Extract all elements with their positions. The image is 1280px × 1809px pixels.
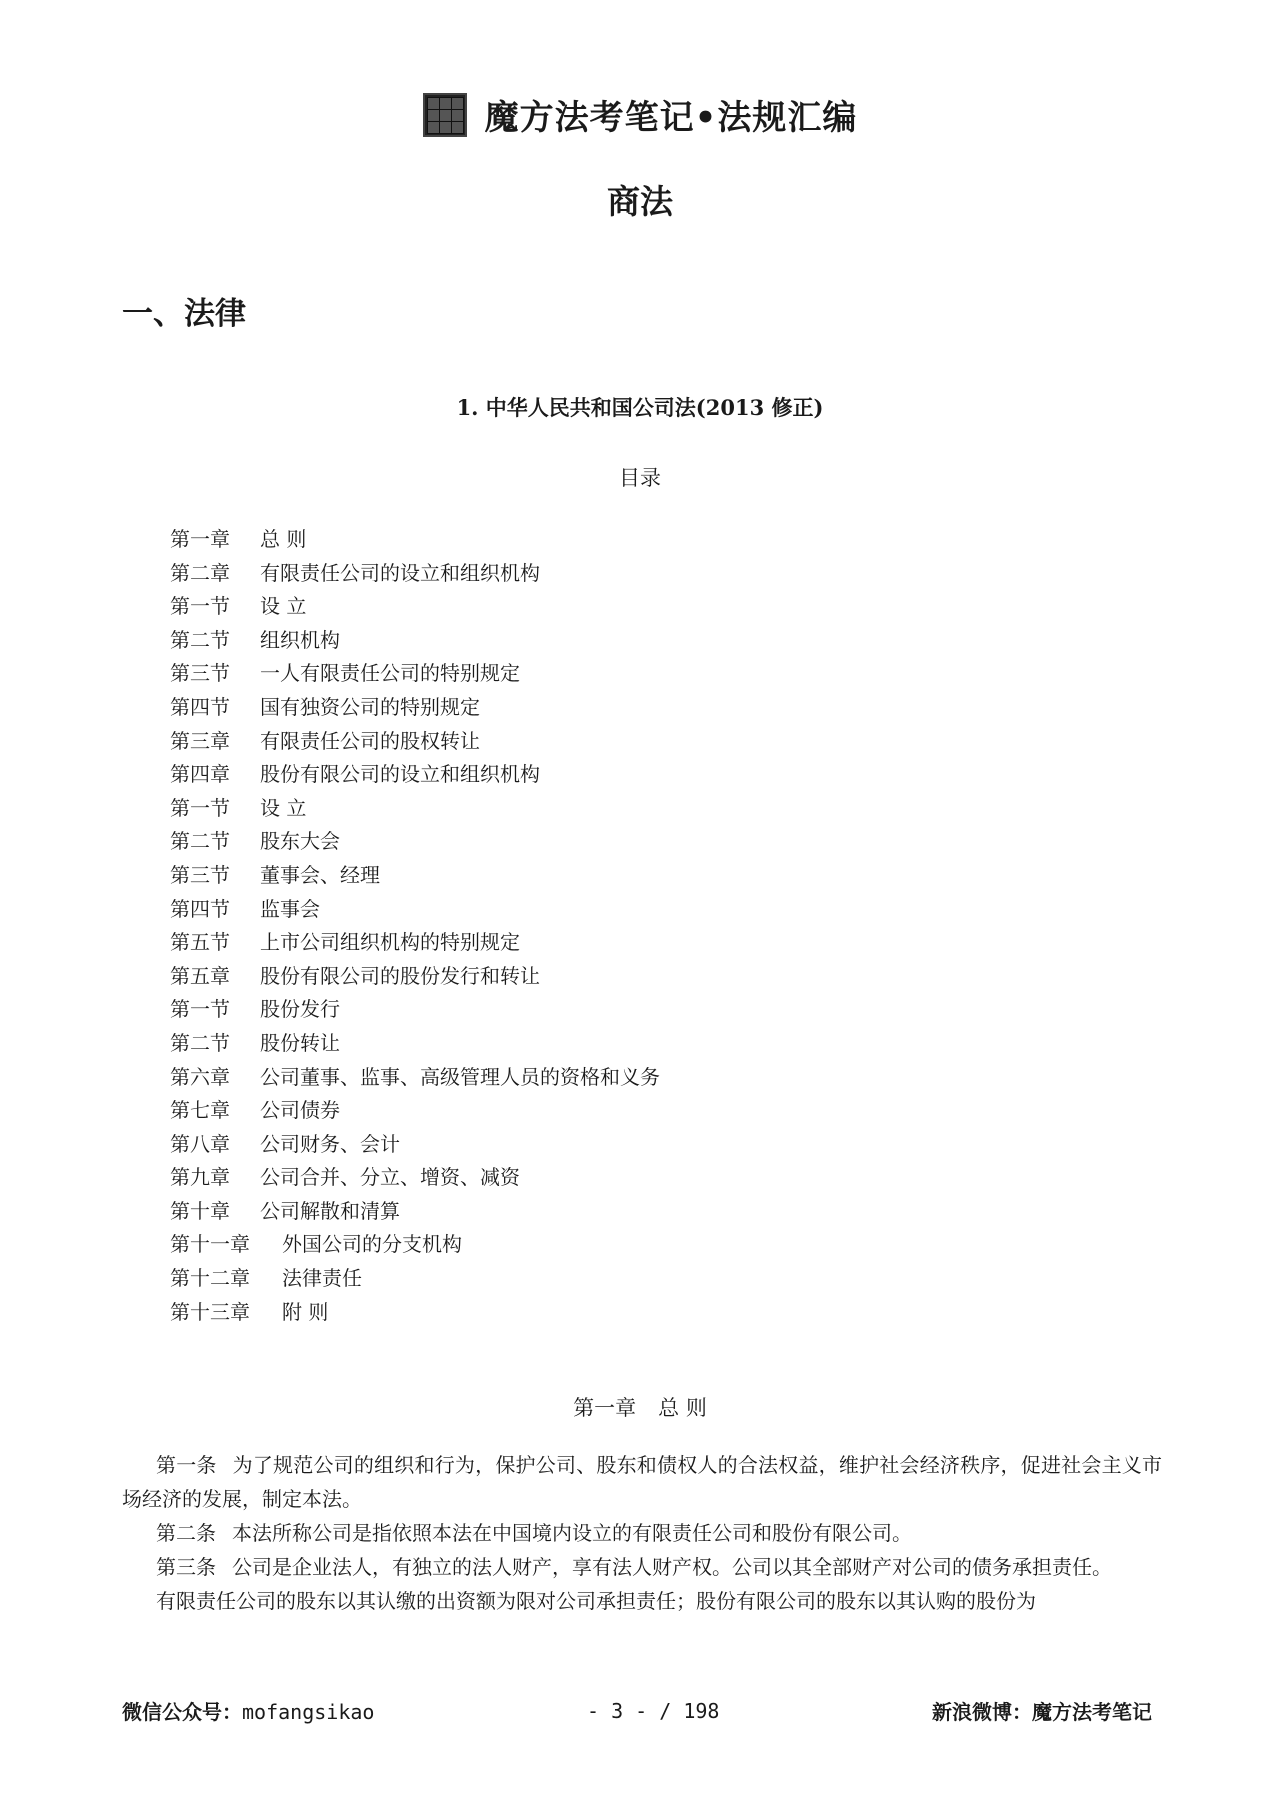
toc-item-title: 有限责任公司的股权转让	[260, 728, 480, 753]
toc-item-title: 股东大会	[260, 829, 340, 854]
toc-item	[170, 1027, 660, 1061]
toc-item-title: 总 则	[260, 527, 307, 551]
page-number: - 3 - / 198	[587, 1698, 720, 1723]
rubiks-cube-icon	[423, 93, 467, 137]
toc-item	[170, 893, 660, 927]
toc-item	[170, 792, 660, 826]
article-paragraph	[122, 1550, 1162, 1584]
toc-item-number: 第三章	[170, 728, 230, 753]
toc-item-title: 董事会、经理	[260, 862, 380, 887]
toc-item	[170, 557, 660, 591]
toc-item-title: 上市公司组织机构的特别规定	[260, 930, 520, 955]
chapter-title: 总 则	[658, 1396, 707, 1420]
toc-item	[170, 1128, 660, 1162]
toc-item-title: 公司董事、监事、高级管理人员的资格和义务	[260, 1064, 660, 1089]
toc-item-title: 公司合并、分立、增资、减资	[260, 1165, 520, 1190]
toc-heading: 目录	[619, 466, 661, 490]
toc-item	[170, 691, 660, 725]
toc-item-title: 国有独资公司的特别规定	[260, 694, 480, 719]
article-number: 第一条	[156, 1453, 217, 1477]
table-of-contents	[170, 523, 660, 1329]
toc-item-number: 第三节	[170, 661, 230, 686]
toc-item-number: 第八章	[170, 1131, 230, 1156]
toc-item	[170, 1296, 660, 1330]
toc-item	[170, 1061, 660, 1095]
chapter-number: 第一章	[573, 1396, 637, 1420]
toc-item-title: 组织机构	[260, 627, 340, 652]
header-title: 魔方法考笔记•法规汇编	[484, 98, 858, 138]
footer-wechat-id: mofangsikao	[242, 1700, 375, 1724]
toc-item	[170, 523, 660, 557]
subject-title: 商法	[607, 182, 673, 221]
toc-item	[170, 926, 660, 960]
article-paragraph	[122, 1516, 1162, 1550]
article-text: 本法所称公司是指依照本法在中国境内设立的有限责任公司和股份有限公司。	[232, 1521, 912, 1545]
article-text: 有限责任公司的股东以其认缴的出资额为限对公司承担责任；股份有限公司的股东以其认购的股份为	[156, 1589, 1036, 1613]
toc-item-title: 有限责任公司的设立和组织机构	[260, 560, 540, 585]
toc-item-number: 第一节	[170, 594, 230, 619]
toc-item-title: 股份有限公司的股份发行和转让	[260, 963, 540, 988]
toc-item-title: 附 则	[282, 1299, 329, 1324]
footer-wechat	[122, 1696, 374, 1725]
toc-item-number: 第五章	[170, 963, 230, 988]
toc-item	[170, 657, 660, 691]
section-heading: 一、法律	[122, 296, 246, 332]
toc-item-number: 第四节	[170, 694, 230, 719]
toc-item	[170, 624, 660, 658]
article-text: 公司是企业法人，有独立的法人财产，享有法人财产权。公司以其全部财产对公司的债务承担责任。	[232, 1555, 1112, 1579]
toc-item	[170, 1228, 660, 1262]
toc-item	[170, 758, 660, 792]
toc-item-title: 外国公司的分支机构	[282, 1232, 462, 1257]
toc-item-title: 设 立	[260, 795, 307, 820]
toc-item-number: 第九章	[170, 1165, 230, 1190]
law-title: 1. 中华人民共和国公司法(2013 修正)	[456, 395, 824, 420]
toc-item-number: 第十三章	[170, 1299, 250, 1324]
toc-item-number: 第二节	[170, 829, 230, 854]
toc-item	[170, 1161, 660, 1195]
toc-item-number: 第五节	[170, 930, 230, 955]
page-footer	[122, 1696, 1152, 1725]
toc-item-number: 第二章	[170, 560, 230, 585]
toc-item	[170, 1195, 660, 1229]
toc-item-number: 第十一章	[170, 1232, 250, 1257]
toc-item-title: 一人有限责任公司的特别规定	[260, 661, 520, 686]
toc-item-number: 第四节	[170, 896, 230, 921]
toc-item	[170, 725, 660, 759]
article-body	[122, 1448, 1162, 1618]
toc-item-title: 设 立	[260, 594, 307, 619]
toc-item-title: 法律责任	[282, 1266, 362, 1291]
chapter-heading	[0, 1392, 1280, 1422]
document-header	[0, 90, 1280, 139]
article-paragraph	[122, 1584, 1162, 1618]
toc-item-title: 公司解散和清算	[260, 1198, 400, 1223]
toc-item-number: 第二节	[170, 627, 230, 652]
toc-item-number: 第七章	[170, 1098, 230, 1123]
toc-item-title: 股份转让	[260, 1030, 340, 1055]
toc-item-number: 第十二章	[170, 1266, 250, 1291]
toc-item-number: 第四章	[170, 762, 230, 787]
toc-item	[170, 993, 660, 1027]
toc-item	[170, 960, 660, 994]
toc-item	[170, 590, 660, 624]
toc-item-number: 第十章	[170, 1198, 230, 1223]
toc-item-number: 第一节	[170, 795, 230, 820]
toc-item-title: 股份发行	[260, 997, 340, 1022]
toc-item-number: 第一节	[170, 997, 230, 1022]
footer-weibo: 新浪微博：魔方法考笔记	[932, 1700, 1152, 1724]
toc-item	[170, 825, 660, 859]
toc-item	[170, 1262, 660, 1296]
toc-item-title: 监事会	[260, 896, 320, 921]
toc-item	[170, 1094, 660, 1128]
toc-item-title: 公司财务、会计	[260, 1131, 400, 1156]
toc-item-title: 公司债券	[260, 1098, 340, 1123]
toc-item-number: 第一章	[170, 527, 230, 551]
article-number: 第二条	[156, 1521, 216, 1545]
toc-item-number: 第二节	[170, 1030, 230, 1055]
toc-item	[170, 859, 660, 893]
toc-item-number: 第三节	[170, 862, 230, 887]
article-paragraph	[122, 1448, 1162, 1516]
footer-wechat-label: 微信公众号：	[122, 1700, 242, 1724]
toc-item-number: 第六章	[170, 1064, 230, 1089]
article-number: 第三条	[156, 1555, 216, 1579]
toc-item-title: 股份有限公司的设立和组织机构	[260, 762, 540, 787]
article-text: 为了规范公司的组织和行为，保护公司、股东和债权人的合法权益，维护社会经济秩序，促进社会主义市场经济的发展，制定本法。	[122, 1453, 1162, 1511]
